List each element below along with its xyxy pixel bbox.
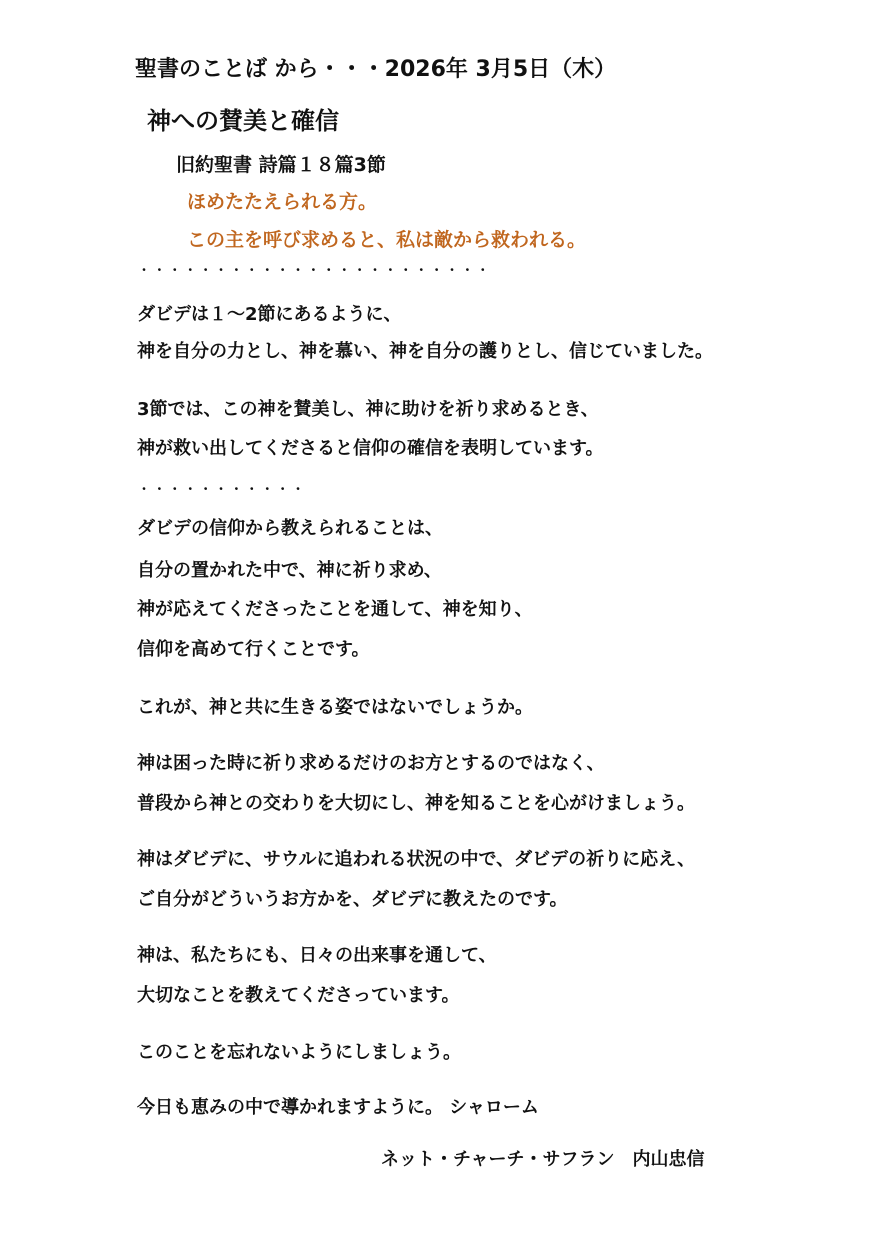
body-line: これが、神と共に生きる姿ではないでしょうか。 <box>137 697 533 718</box>
body-line: 3節では、この神を賛美し、神に助けを祈り求めるとき、 <box>137 399 599 420</box>
body-line: 神が応えてくださったことを通して、神を知り、 <box>137 599 533 620</box>
body-line: 今日も恵みの中で導かれますように。 シャローム <box>137 1097 539 1118</box>
body-line: 普段から神との交わりを大切にし、神を知ることを心がけましょう。 <box>137 793 695 814</box>
body-line: 神が救い出してくださると信仰の確信を表明しています。 <box>137 438 604 459</box>
body-line: 神は困った時に祈り求めるだけのお方とするのではなく、 <box>137 753 605 774</box>
separator-dots: ・・・・・・・・・・・ <box>138 482 308 496</box>
body-line: 大切なことを教えてくださっています。 <box>137 985 460 1006</box>
page-header-date: 聖書のことば から・・・2026年 3月5日（木） <box>135 57 617 82</box>
separator-dots: ・・・・・・・・・・・・・・・・・・・・・・・ <box>138 263 493 277</box>
scripture-verse-line: この主を呼び求めると、私は敵から救われる。 <box>187 229 587 251</box>
body-line: 神を自分の力とし、神を慕い、神を自分の護りとし、信じていました。 <box>137 341 713 362</box>
body-line: ご自分がどういうお方かを、ダビデに教えたのです。 <box>137 889 568 910</box>
body-line: ダビデは１～2節にあるように、 <box>137 304 402 325</box>
body-line: ダビデの信仰から教えられることは、 <box>137 518 443 539</box>
body-line: このことを忘れないようにしましょう。 <box>137 1042 461 1063</box>
sermon-title: 神への賛美と確信 <box>147 107 339 135</box>
body-line: 信仰を高めて行くことです。 <box>137 639 370 660</box>
body-line: 神は、私たちにも、日々の出来事を通して、 <box>137 945 497 966</box>
signature: ネット・チャーチ・サフラン 内山忠信 <box>381 1149 705 1170</box>
body-line: 神はダビデに、サウルに追われる状況の中で、ダビデの祈りに応え、 <box>137 849 696 870</box>
body-line: 自分の置かれた中で、神に祈り求め、 <box>137 560 442 581</box>
scripture-verse-line: ほめたたえられる方。 <box>187 191 378 213</box>
scripture-reference: 旧約聖書 詩篇１８篇3節 <box>176 154 386 176</box>
